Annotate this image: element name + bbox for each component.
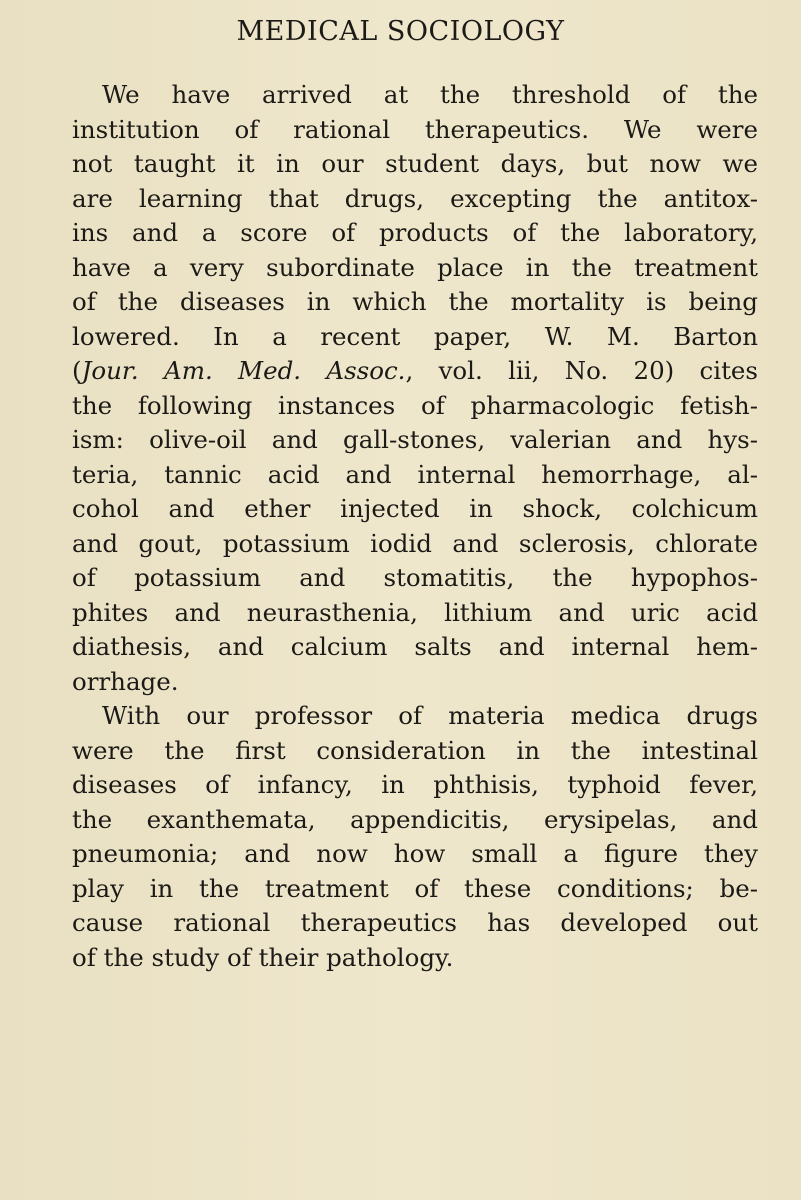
text-line: ism: olive-oil and gall-stones, valerian and hys-	[72, 425, 758, 454]
text-line: pneumonia; and now how small a figure they	[72, 839, 758, 868]
text-line: the exanthemata, appendicitis, erysipelas, and	[72, 804, 758, 834]
text-line: We have arrived at the threshold of the	[102, 80, 758, 109]
text-line: were the first consideration in the intestinal	[72, 735, 758, 765]
text-line: of the study of their pathology.	[72, 942, 454, 972]
text-line: phites and neurasthenia, lithium and uric acid	[72, 597, 758, 627]
journal-citation: Jour. Am. Med. Assoc.	[81, 356, 406, 385]
text-line: are learning that drugs, excepting the antitox-	[72, 183, 758, 213]
paragraph-1	[72, 78, 758, 699]
text-line: teria, tannic acid and internal hemorrhage, al-	[72, 459, 758, 489]
text-line: not taught it in our student days, but now we	[72, 149, 758, 178]
text-line: With our professor of materia medica drugs	[102, 701, 758, 730]
text-line: cohol and ether injected in shock, colchicum	[72, 494, 758, 523]
paragraph-2	[72, 699, 758, 975]
text-line: cause rational therapeutics has developed out	[72, 908, 758, 937]
text-line: and gout, potassium iodid and sclerosis, chlorate	[72, 528, 758, 558]
citation-open-paren: (	[72, 356, 82, 385]
text-line: institution of rational therapeutics. We were	[72, 114, 758, 144]
text-line: of potassium and stomatitis, the hypophos-	[72, 563, 758, 592]
text-line: diathesis, and calcium salts and internal hem-	[72, 632, 758, 661]
text-line: the following instances of pharmacologic fetish-	[72, 390, 758, 420]
text-line: lowered. In a recent paper, W. M. Barton	[72, 321, 758, 351]
text-line: orrhage.	[72, 666, 179, 696]
text-line: of the diseases in which the mortality is being	[72, 287, 758, 316]
text-line-citation	[72, 354, 758, 389]
text-line: ins and a score of products of the laboratory,	[72, 218, 758, 247]
text-line: diseases of infancy, in phthisis, typhoid fever,	[72, 770, 758, 799]
body-text	[72, 78, 758, 975]
citation-details: , vol. lii, No. 20) cites	[405, 356, 759, 385]
text-line: play in the treatment of these conditions; be-	[72, 873, 758, 903]
text-line: have a very subordinate place in the treatment	[72, 252, 758, 282]
running-head: MEDICAL SOCIOLOGY	[236, 16, 565, 47]
